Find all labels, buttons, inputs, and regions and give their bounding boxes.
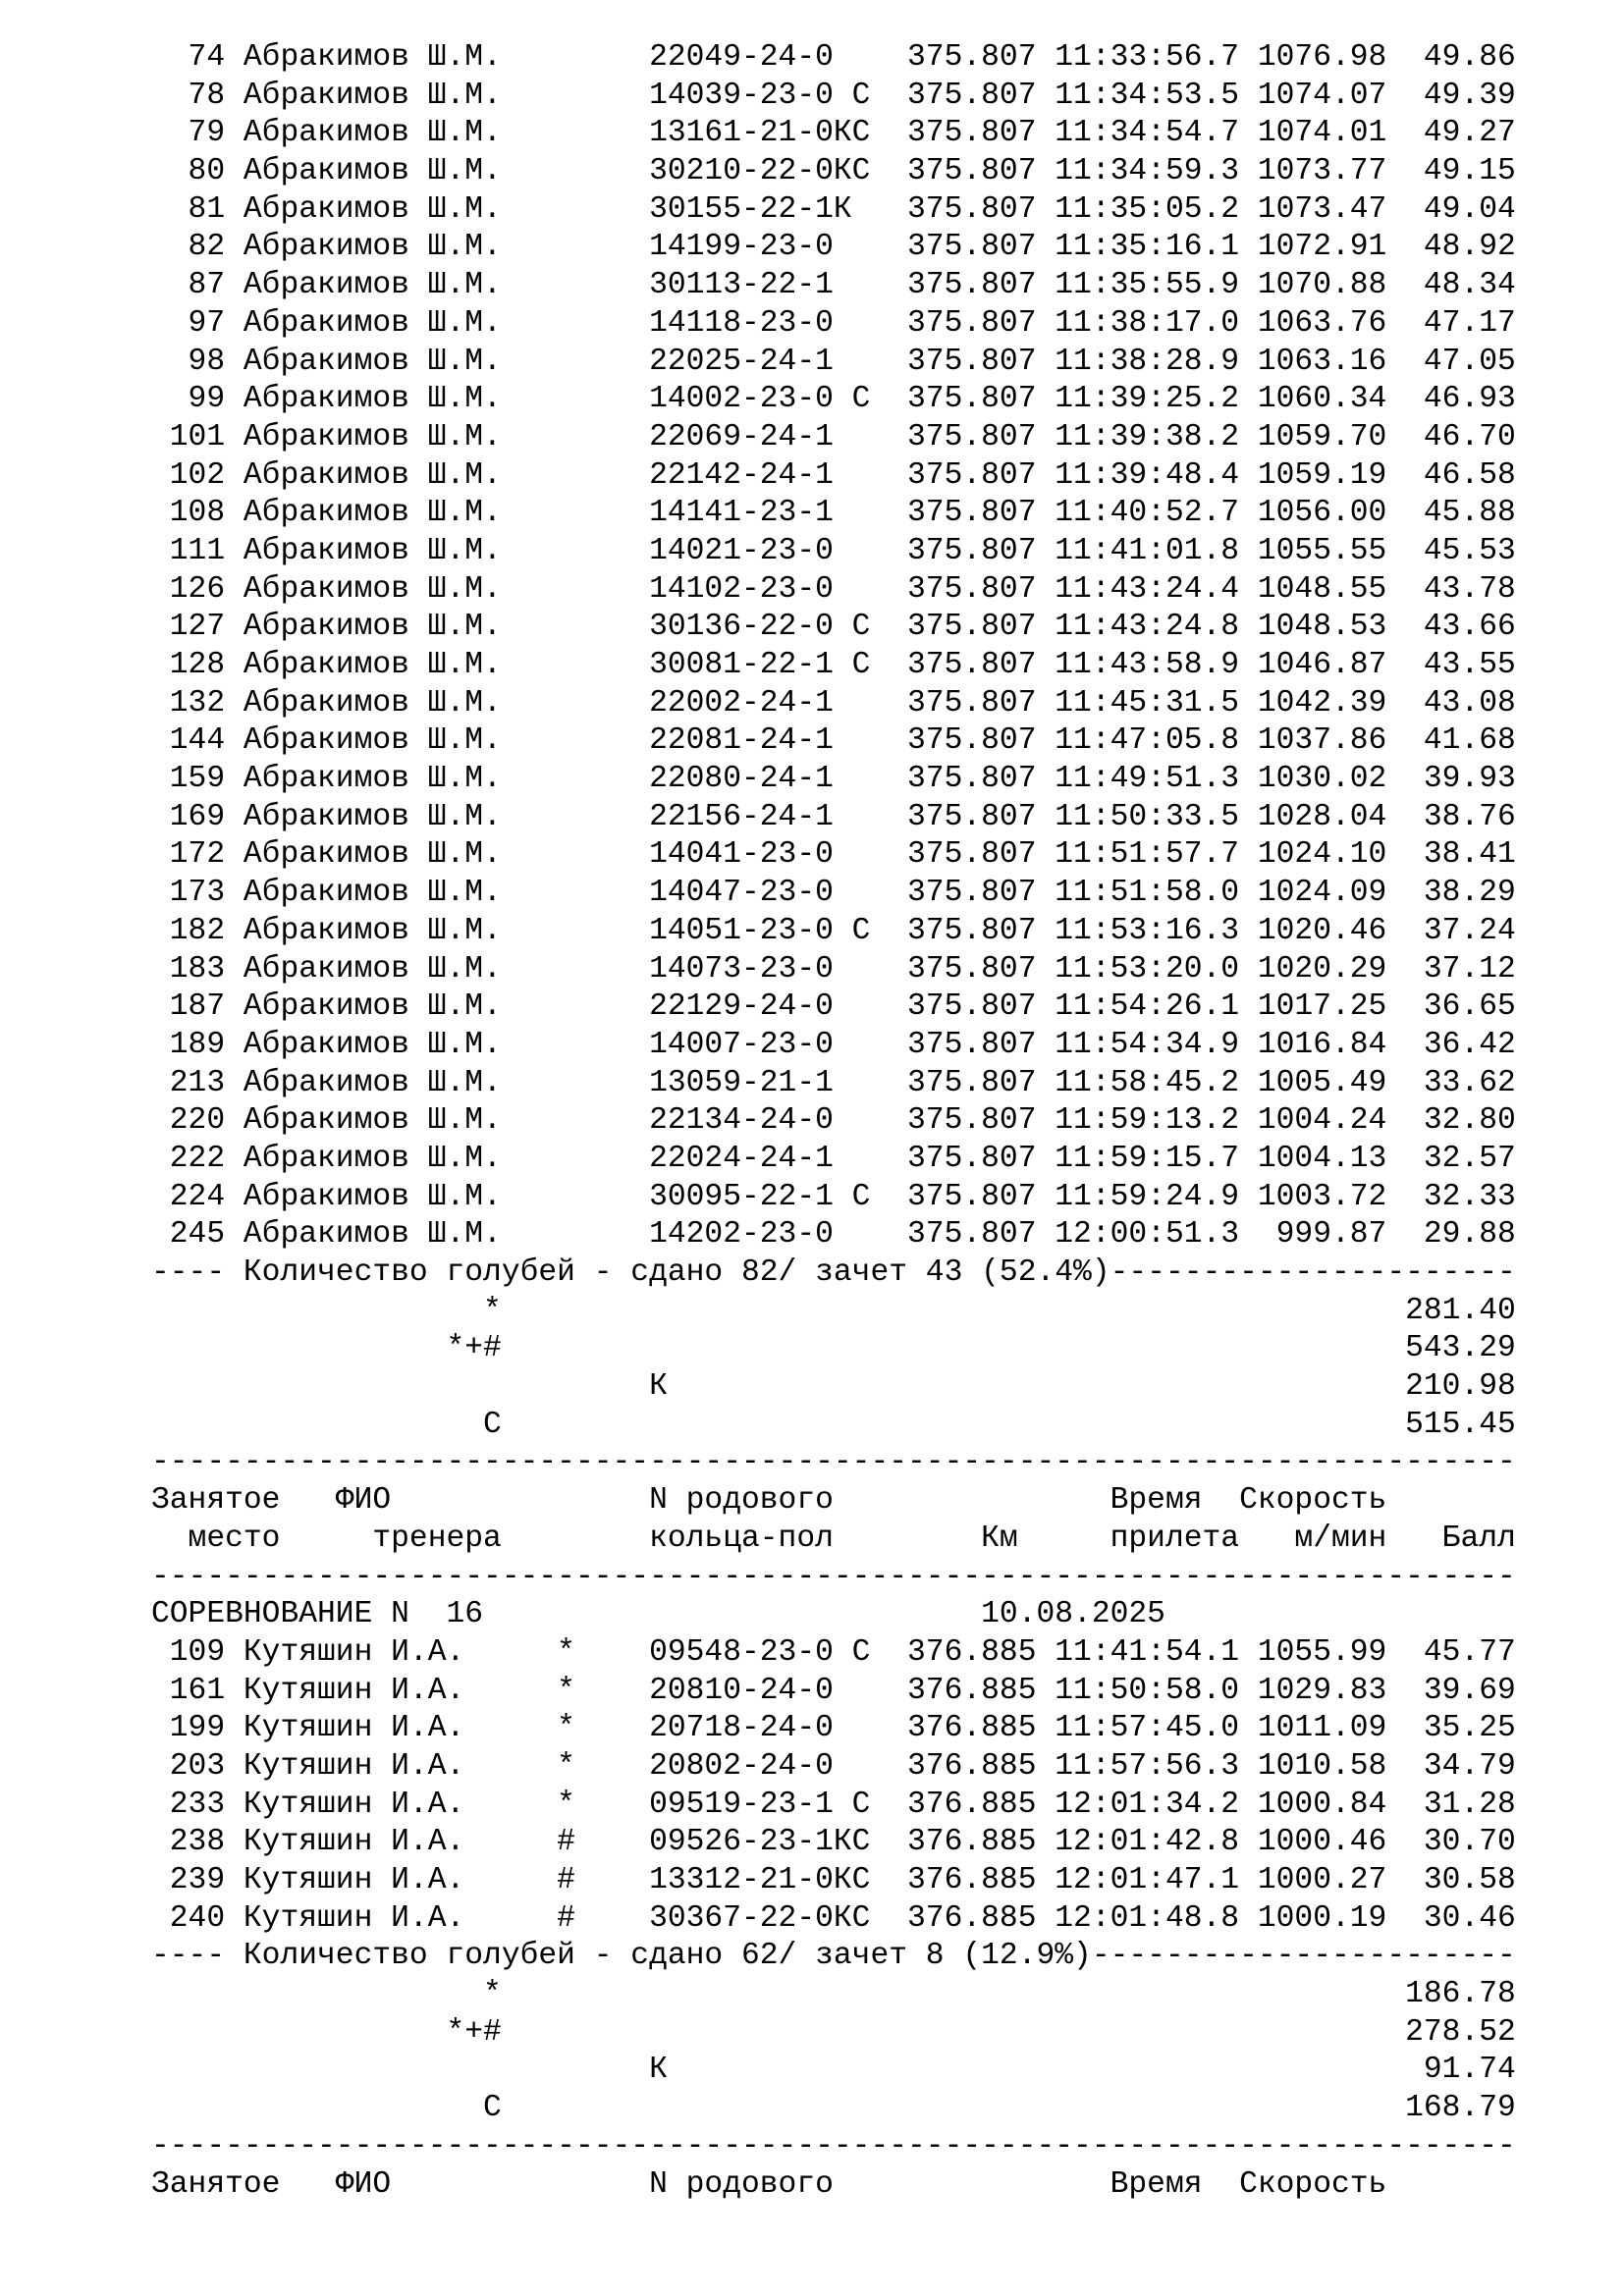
result-row: 111 Абракимов Ш.М. 14021-23-0 375.807 11:41:01.8 1055.55 45.53 bbox=[151, 533, 1516, 568]
result-row: 173 Абракимов Ш.М. 14047-23-0 375.807 11:51:58.0 1024.09 38.29 bbox=[151, 876, 1516, 911]
result-row: 213 Абракимов Ш.М. 13059-21-1 375.807 11:58:45.2 1005.49 33.62 bbox=[151, 1065, 1516, 1100]
separator-line: -------------------------------------------------------------------------- bbox=[151, 2128, 1516, 2163]
result-row: 98 Абракимов Ш.М. 22025-24-1 375.807 11:38:28.9 1063.16 47.05 bbox=[151, 344, 1516, 379]
stats-line: С 168.79 bbox=[151, 2091, 1516, 2126]
result-row: 199 Кутяшин И.А. * 20718-24-0 376.885 11:57:45.0 1011.09 35.25 bbox=[151, 1711, 1516, 1746]
result-row: 172 Абракимов Ш.М. 14041-23-0 375.807 11:51:57.7 1024.10 38.41 bbox=[151, 837, 1516, 873]
result-row: 109 Кутяшин И.А. * 09548-23-0 С 376.885 11:41:54.1 1055.99 45.77 bbox=[151, 1634, 1516, 1670]
stats-line: К 210.98 bbox=[151, 1369, 1516, 1405]
result-row: 108 Абракимов Ш.М. 14141-23-1 375.807 11:40:52.7 1056.00 45.88 bbox=[151, 496, 1516, 531]
result-row: 127 Абракимов Ш.М. 30136-22-0 С 375.807 11:43:24.8 1048.53 43.66 bbox=[151, 610, 1516, 645]
result-row: 102 Абракимов Ш.М. 22142-24-1 375.807 11:39:48.4 1059.19 46.58 bbox=[151, 457, 1516, 493]
result-row: 189 Абракимов Ш.М. 14007-23-0 375.807 11:54:34.9 1016.84 36.42 bbox=[151, 1027, 1516, 1062]
stats-line: * 186.78 bbox=[151, 1977, 1516, 2012]
race-results-report bbox=[151, 39, 1516, 2204]
competition-title-line: СОРЕВНОВАНИЕ N 16 10.08.2025 bbox=[151, 1597, 1165, 1632]
stats-line: * 281.40 bbox=[151, 1293, 1516, 1328]
result-row: 74 Абракимов Ш.М. 22049-24-0 375.807 11:33:56.7 1076.98 49.86 bbox=[151, 40, 1516, 75]
result-row: 82 Абракимов Ш.М. 14199-23-0 375.807 11:35:16.1 1072.91 48.92 bbox=[151, 230, 1516, 265]
result-row: 128 Абракимов Ш.М. 30081-22-1 С 375.807 11:43:58.9 1046.87 43.55 bbox=[151, 648, 1516, 682]
stats-line: *+# 543.29 bbox=[151, 1331, 1516, 1366]
table-header-line: Занятое ФИО N родового Время Скорость bbox=[151, 2166, 1387, 2202]
stats-line: *+# 278.52 bbox=[151, 2014, 1516, 2050]
result-row: 183 Абракимов Ш.М. 14073-23-0 375.807 11:53:20.0 1020.29 37.12 bbox=[151, 951, 1516, 987]
result-row: 79 Абракимов Ш.М. 13161-21-0КС 375.807 11:34:54.7 1074.01 49.27 bbox=[151, 116, 1516, 151]
result-row: 224 Абракимов Ш.М. 30095-22-1 С 375.807 11:59:24.9 1003.72 32.33 bbox=[151, 1179, 1516, 1214]
result-row: 220 Абракимов Ш.М. 22134-24-0 375.807 11:59:13.2 1004.24 32.80 bbox=[151, 1103, 1516, 1139]
result-row: 187 Абракимов Ш.М. 22129-24-0 375.807 11:54:26.1 1017.25 36.65 bbox=[151, 989, 1516, 1025]
result-row: 159 Абракимов Ш.М. 22080-24-1 375.807 11:49:51.3 1030.02 39.93 bbox=[151, 762, 1516, 797]
summary-line: ---- Количество голубей - сдано 62/ зачет 8 (12.9%)----------------------- bbox=[151, 1939, 1516, 1974]
result-row: 81 Абракимов Ш.М. 30155-22-1К 375.807 11:35:05.2 1073.47 49.04 bbox=[151, 191, 1516, 227]
result-row: 240 Кутяшин И.А. # 30367-22-0КС 376.885 12:01:48.8 1000.19 30.46 bbox=[151, 1900, 1516, 1936]
result-row: 233 Кутяшин И.А. * 09519-23-1 С 376.885 12:01:34.2 1000.84 31.28 bbox=[151, 1787, 1516, 1822]
separator-line: -------------------------------------------------------------------------- bbox=[151, 1445, 1516, 1480]
result-row: 97 Абракимов Ш.М. 14118-23-0 375.807 11:38:17.0 1063.76 47.17 bbox=[151, 305, 1516, 341]
summary-line: ---- Количество голубей - сдано 82/ зачет 43 (52.4%)---------------------- bbox=[151, 1255, 1516, 1290]
result-row: 78 Абракимов Ш.М. 14039-23-0 С 375.807 11:34:53.5 1074.07 49.39 bbox=[151, 78, 1516, 113]
result-row: 182 Абракимов Ш.М. 14051-23-0 С 375.807 11:53:16.3 1020.46 37.24 bbox=[151, 913, 1516, 948]
result-row: 239 Кутяшин И.А. # 13312-21-0КС 376.885 12:01:47.1 1000.27 30.58 bbox=[151, 1863, 1516, 1897]
stats-line: С 515.45 bbox=[151, 1407, 1516, 1442]
result-row: 169 Абракимов Ш.М. 22156-24-1 375.807 11:50:33.5 1028.04 38.76 bbox=[151, 799, 1516, 834]
result-row: 238 Кутяшин И.А. # 09526-23-1КС 376.885 12:01:42.8 1000.46 30.70 bbox=[151, 1825, 1516, 1860]
result-row: 101 Абракимов Ш.М. 22069-24-1 375.807 11:39:38.2 1059.70 46.70 bbox=[151, 419, 1516, 454]
result-row: 245 Абракимов Ш.М. 14202-23-0 375.807 12:00:51.3 999.87 29.88 bbox=[151, 1217, 1516, 1253]
table-header-line: место тренера кольца-пол Км прилета м/мин Балл bbox=[151, 1521, 1516, 1556]
result-row: 161 Кутяшин И.А. * 20810-24-0 376.885 11:50:58.0 1029.83 39.69 bbox=[151, 1673, 1516, 1708]
result-row: 132 Абракимов Ш.М. 22002-24-1 375.807 11:45:31.5 1042.39 43.08 bbox=[151, 685, 1516, 721]
table-header-line: Занятое ФИО N родового Время Скорость bbox=[151, 1483, 1387, 1519]
result-row: 144 Абракимов Ш.М. 22081-24-1 375.807 11:47:05.8 1037.86 41.68 bbox=[151, 723, 1516, 759]
result-row: 222 Абракимов Ш.М. 22024-24-1 375.807 11:59:15.7 1004.13 32.57 bbox=[151, 1141, 1516, 1176]
stats-line: К 91.74 bbox=[151, 2053, 1516, 2088]
result-row: 126 Абракимов Ш.М. 14102-23-0 375.807 11:43:24.4 1048.55 43.78 bbox=[151, 571, 1516, 607]
result-row: 80 Абракимов Ш.М. 30210-22-0КС 375.807 11:34:59.3 1073.77 49.15 bbox=[151, 154, 1516, 189]
result-row: 87 Абракимов Ш.М. 30113-22-1 375.807 11:35:55.9 1070.88 48.34 bbox=[151, 268, 1516, 303]
result-row: 203 Кутяшин И.А. * 20802-24-0 376.885 11:57:56.3 1010.58 34.79 bbox=[151, 1748, 1516, 1784]
separator-line: -------------------------------------------------------------------------- bbox=[151, 1559, 1516, 1594]
result-row: 99 Абракимов Ш.М. 14002-23-0 С 375.807 11:39:25.2 1060.34 46.93 bbox=[151, 382, 1516, 417]
